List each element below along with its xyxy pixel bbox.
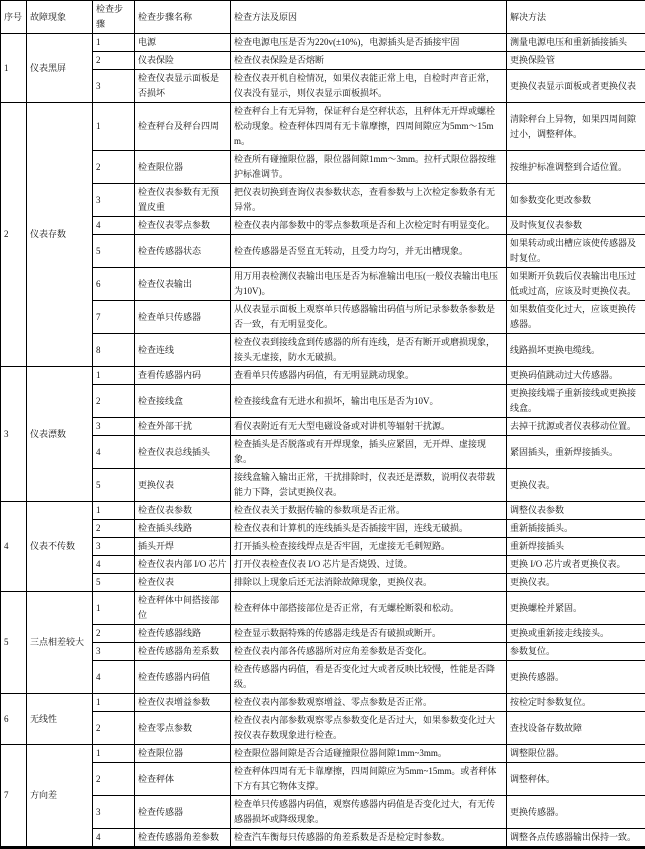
solution-cell: 调整仪表参数 xyxy=(507,502,645,520)
table-row xyxy=(1,829,645,848)
check-method-cell: 检查插头是否脱落或有开焊现象，插头应紧固，无开焊、虚接现象。 xyxy=(231,436,507,469)
check-method-cell: 检查汽车衡每只传感器的角差系数是否是检定时参数。 xyxy=(231,829,507,848)
serial-number-cell: 1 xyxy=(1,34,27,103)
fault-phenomenon-cell: 仪表黑屏 xyxy=(27,34,93,103)
check-step-number-cell: 3 xyxy=(93,184,135,217)
check-step-name-cell: 检查传感器状态 xyxy=(135,235,231,268)
table-row xyxy=(1,502,645,520)
solution-cell: 重新焊接插头 xyxy=(507,538,645,556)
check-step-name-cell: 检查仪表参数有无预置皮重 xyxy=(135,184,231,217)
table-row xyxy=(1,235,645,268)
check-step-number-cell: 3 xyxy=(93,70,135,103)
table-row xyxy=(1,538,645,556)
check-step-number-cell: 1 xyxy=(93,592,135,625)
check-step-number-cell: 2 xyxy=(93,385,135,418)
check-method-cell: 检查秤体中部搭接部位是否正常，有无螺栓断裂和松动。 xyxy=(231,592,507,625)
check-method-cell: 查看单只传感器内码值，有无明显跳动现象。 xyxy=(231,367,507,385)
check-step-name-cell: 检查插头线路 xyxy=(135,520,231,538)
check-step-number-cell: 3 xyxy=(93,796,135,829)
check-step-number-cell: 6 xyxy=(93,268,135,301)
check-step-number-cell: 1 xyxy=(93,694,135,712)
check-step-name-cell: 电源 xyxy=(135,34,231,52)
check-step-name-cell: 检查单只传感器 xyxy=(135,301,231,334)
serial-number-cell: 4 xyxy=(1,502,27,592)
check-method-cell: 排除以上现象后还无法消除故障现象，更换仪表。 xyxy=(231,574,507,592)
header-fault-phenomenon: 故障现象 xyxy=(27,1,93,34)
check-step-name-cell: 检查仪表增益参数 xyxy=(135,694,231,712)
check-step-name-cell: 仪表保险 xyxy=(135,52,231,70)
check-step-number-cell: 4 xyxy=(93,436,135,469)
check-step-number-cell: 5 xyxy=(93,574,135,592)
check-step-name-cell: 检查仪表内部 I/O 芯片 xyxy=(135,556,231,574)
check-step-number-cell: 1 xyxy=(93,502,135,520)
solution-cell: 更换传感器。 xyxy=(507,796,645,829)
serial-number-cell: 7 xyxy=(1,745,27,848)
table-row xyxy=(1,52,645,70)
check-method-cell: 检查仪表内部参数中的零点参数项是否和上次检定时有明显变化。 xyxy=(231,217,507,235)
check-step-number-cell: 1 xyxy=(93,34,135,52)
check-step-name-cell: 检查接线盒 xyxy=(135,385,231,418)
check-step-number-cell: 3 xyxy=(93,643,135,661)
check-method-cell: 检查接线盒有无进水和损坏，输出电压是否为10V。 xyxy=(231,385,507,418)
solution-cell: 更换仪表。 xyxy=(507,574,645,592)
check-step-name-cell: 插头开焊 xyxy=(135,538,231,556)
solution-cell: 调整秤体。 xyxy=(507,763,645,796)
header-check-step-name: 检查步骤名称 xyxy=(135,1,231,34)
check-method-cell: 检查仪表到接线盒到传感器的所有连线，是否有断开或磨损现象，接头无虚接，防水无破损。 xyxy=(231,334,507,367)
check-step-number-cell: 2 xyxy=(93,763,135,796)
solution-cell: 调整各点传感器输出保持一致。 xyxy=(507,829,645,848)
check-method-cell: 把仪表切换到查询仪表参数状态，查看参数与上次检定参数条有无异常。 xyxy=(231,184,507,217)
solution-cell: 如果数值变化过大，应该更换传感器。 xyxy=(507,301,645,334)
check-method-cell: 检查传感器是否竖直无转动，且受力均匀，并无出槽现象。 xyxy=(231,235,507,268)
check-method-cell: 检查仪表内部参数观察零点参数变化是否过大，如果参数变化过大按仪表存数现象进行检查。 xyxy=(231,712,507,745)
header-check-step: 检查步骤 xyxy=(93,1,135,34)
solution-cell: 清除秤台上异物，如果四周间隙过小，调整秤体。 xyxy=(507,103,645,151)
table-row xyxy=(1,556,645,574)
check-step-number-cell: 3 xyxy=(93,418,135,436)
fault-phenomenon-cell: 仪表漂数 xyxy=(27,367,93,502)
check-method-cell: 检查秤体四周有无卡靠摩擦，四周间隙应为5mm~15mm。或者秤体下方有其它物体支撑。 xyxy=(231,763,507,796)
solution-cell: 更换螺栓并紧固。 xyxy=(507,592,645,625)
table-row xyxy=(1,385,645,418)
check-step-name-cell: 检查限位器 xyxy=(135,151,231,184)
check-step-number-cell: 4 xyxy=(93,217,135,235)
check-step-number-cell: 7 xyxy=(93,301,135,334)
check-step-name-cell: 检查传感器角差参数 xyxy=(135,829,231,848)
fault-phenomenon-cell: 仪表不传数 xyxy=(27,502,93,592)
check-step-number-cell: 2 xyxy=(93,625,135,643)
table-row xyxy=(1,469,645,502)
solution-cell: 按检定时参数复位。 xyxy=(507,694,645,712)
table-row xyxy=(1,268,645,301)
check-method-cell: 用万用表检测仪表输出电压是否为标准输出电压(一般仪表输出电压为10V)。 xyxy=(231,268,507,301)
table-row xyxy=(1,34,645,52)
header-check-method-reason: 检查方法及原因 xyxy=(231,1,507,34)
table-header-row xyxy=(1,1,645,34)
check-step-name-cell: 更换仪表 xyxy=(135,469,231,502)
check-step-number-cell: 2 xyxy=(93,712,135,745)
check-method-cell: 检查仪表关于数据传输的参数项是否正常。 xyxy=(231,502,507,520)
check-step-name-cell: 检查秤体中间搭接部位 xyxy=(135,592,231,625)
solution-cell: 去掉干扰源或者仪表移动位置。 xyxy=(507,418,645,436)
table-row xyxy=(1,763,645,796)
check-step-number-cell: 1 xyxy=(93,745,135,763)
check-method-cell: 检查仪表开机自检情况，如果仪表能正常上电，自检时声音正常，仪表没有显示，则仪表显示面板损坏。 xyxy=(231,70,507,103)
solution-cell: 查找设备存数故障 xyxy=(507,712,645,745)
table-row xyxy=(1,643,645,661)
check-step-number-cell: 1 xyxy=(93,103,135,151)
table-row xyxy=(1,694,645,712)
check-method-cell: 从仪表显示面板上观察单只传感器输出码值与所记录参数条参数是否一致，有无明显变化。 xyxy=(231,301,507,334)
check-step-name-cell: 检查仪表零点参数 xyxy=(135,217,231,235)
fault-phenomenon-cell: 三点相差较大 xyxy=(27,592,93,694)
check-step-name-cell: 检查传感器线路 xyxy=(135,625,231,643)
check-step-name-cell: 检查传感器内码值 xyxy=(135,661,231,694)
table-row xyxy=(1,367,645,385)
check-method-cell: 接线盒输入输出正常，干扰排除时，仪表还是漂数，说明仪表带载能力下降，尝试更换仪表。 xyxy=(231,469,507,502)
serial-number-cell: 2 xyxy=(1,103,27,367)
check-step-number-cell: 5 xyxy=(93,469,135,502)
check-step-name-cell: 检查连线 xyxy=(135,334,231,367)
serial-number-cell: 5 xyxy=(1,592,27,694)
check-step-name-cell: 检查传感器角差系数 xyxy=(135,643,231,661)
table-row xyxy=(1,184,645,217)
check-step-name-cell: 检查仪表总线插头 xyxy=(135,436,231,469)
table-row xyxy=(1,103,645,151)
check-method-cell: 检查显示数据特殊的传感器走线是否有破损或断开。 xyxy=(231,625,507,643)
check-step-name-cell: 检查秤台及秤台四周 xyxy=(135,103,231,151)
fault-phenomenon-cell: 仪表存数 xyxy=(27,103,93,367)
check-step-name-cell: 检查传感器 xyxy=(135,796,231,829)
check-method-cell: 检查单只传感器内码值，观察传感器内码值是否变化过大，有无传感器损坏或降级现象。 xyxy=(231,796,507,829)
check-step-number-cell: 2 xyxy=(93,151,135,184)
solution-cell: 调整限位器。 xyxy=(507,745,645,763)
check-step-number-cell: 8 xyxy=(93,334,135,367)
solution-cell: 参数复位。 xyxy=(507,643,645,661)
check-step-number-cell: 4 xyxy=(93,829,135,848)
solution-cell: 如果断开负载后仪表输出电压过低或过高，应该及时更换仪表。 xyxy=(507,268,645,301)
check-step-number-cell: 2 xyxy=(93,52,135,70)
solution-cell: 按维护标准调整到合适位置。 xyxy=(507,151,645,184)
check-method-cell: 检查传感器内码值，看是否变化过大或者反映比较慢，性能是否降级。 xyxy=(231,661,507,694)
solution-cell: 线路损坏更换电缆线。 xyxy=(507,334,645,367)
check-method-cell: 检查仪表内部参数观察增益、零点参数是否正常。 xyxy=(231,694,507,712)
check-method-cell: 检查所有碰撞限位器，限位器间隙1mm～3mm。拉杆式限位器按维护标准调节。 xyxy=(231,151,507,184)
solution-cell: 紧固插头，重新焊接插头。 xyxy=(507,436,645,469)
table-row xyxy=(1,574,645,592)
check-method-cell: 检查电源电压是否为220v(±10%)，电源插头是否插接牢固 xyxy=(231,34,507,52)
serial-number-cell: 3 xyxy=(1,367,27,502)
check-step-number-cell: 3 xyxy=(93,538,135,556)
check-step-name-cell: 检查秤体 xyxy=(135,763,231,796)
solution-cell: 更换码值跳动过大传感器。 xyxy=(507,367,645,385)
table-row xyxy=(1,217,645,235)
solution-cell: 更换仪表显示面板或者更换仪表 xyxy=(507,70,645,103)
table-row xyxy=(1,151,645,184)
check-method-cell: 检查仪表保险是否熔断 xyxy=(231,52,507,70)
solution-cell: 更换或重新接走线接头。 xyxy=(507,625,645,643)
check-step-number-cell: 4 xyxy=(93,556,135,574)
header-solution: 解决方法 xyxy=(507,1,645,34)
check-step-name-cell: 检查限位器 xyxy=(135,745,231,763)
check-method-cell: 检查限位器间隙是否合适碰撞限位器间隙1mm~3mm。 xyxy=(231,745,507,763)
table-row xyxy=(1,301,645,334)
table-row xyxy=(1,334,645,367)
fault-phenomenon-cell: 无线性 xyxy=(27,694,93,745)
serial-number-cell: 6 xyxy=(1,694,27,745)
check-step-name-cell: 检查仪表输出 xyxy=(135,268,231,301)
solution-cell: 更换传感器。 xyxy=(507,661,645,694)
table-row xyxy=(1,592,645,625)
solution-cell: 如果转动或出槽应该使传感器及时复位。 xyxy=(507,235,645,268)
fault-phenomenon-cell: 方向差 xyxy=(27,745,93,848)
table-row xyxy=(1,520,645,538)
table-row xyxy=(1,712,645,745)
check-step-name-cell: 查看传感器内码 xyxy=(135,367,231,385)
solution-cell: 及时恢复仪表参数 xyxy=(507,217,645,235)
solution-cell: 更换保险管 xyxy=(507,52,645,70)
table-row xyxy=(1,418,645,436)
check-step-number-cell: 2 xyxy=(93,520,135,538)
table-row xyxy=(1,436,645,469)
check-method-cell: 打开仪表检查仪表 I/O 芯片是否烧毁、过烫。 xyxy=(231,556,507,574)
table-row xyxy=(1,625,645,643)
check-method-cell: 打开插头检查接线焊点是否牢固，无虚接无毛刺短路。 xyxy=(231,538,507,556)
solution-cell: 更换仪表。 xyxy=(507,469,645,502)
table-row xyxy=(1,70,645,103)
check-step-name-cell: 检查仪表 xyxy=(135,574,231,592)
solution-cell: 如参数变化更改参数 xyxy=(507,184,645,217)
check-method-cell: 检查仪表和计算机的连线插头是否插接牢固，连线无破损。 xyxy=(231,520,507,538)
check-step-number-cell: 4 xyxy=(93,661,135,694)
check-step-name-cell: 检查零点参数 xyxy=(135,712,231,745)
check-method-cell: 检查秤台上有无异物，保证秤台是空秤状态，且秤体无开焊或螺栓松动现象。检查秤体四周有无卡靠摩擦，四周间隙应为5mm～15mm。 xyxy=(231,103,507,151)
solution-cell: 更换接线端子重新接线或更换接线盒。 xyxy=(507,385,645,418)
solution-cell: 重新插接插头。 xyxy=(507,520,645,538)
table-row xyxy=(1,661,645,694)
check-step-name-cell: 检查仪表显示面板是否损坏 xyxy=(135,70,231,103)
check-step-number-cell: 1 xyxy=(93,367,135,385)
table-row xyxy=(1,796,645,829)
check-method-cell: 看仪表附近有无大型电磁设备或对讲机等辐射干扰源。 xyxy=(231,418,507,436)
check-step-name-cell: 检查外部干扰 xyxy=(135,418,231,436)
check-step-name-cell: 检查仪表参数 xyxy=(135,502,231,520)
check-step-number-cell: 5 xyxy=(93,235,135,268)
check-method-cell: 检查仪表内部各传感器所对应角差参数是否变化。 xyxy=(231,643,507,661)
table-body xyxy=(1,34,645,848)
solution-cell: 测量电源电压和重新插接插头 xyxy=(507,34,645,52)
solution-cell: 更换 I/O 芯片或者更换仪表。 xyxy=(507,556,645,574)
table-row xyxy=(1,745,645,763)
header-serial-number: 序号 xyxy=(1,1,27,34)
